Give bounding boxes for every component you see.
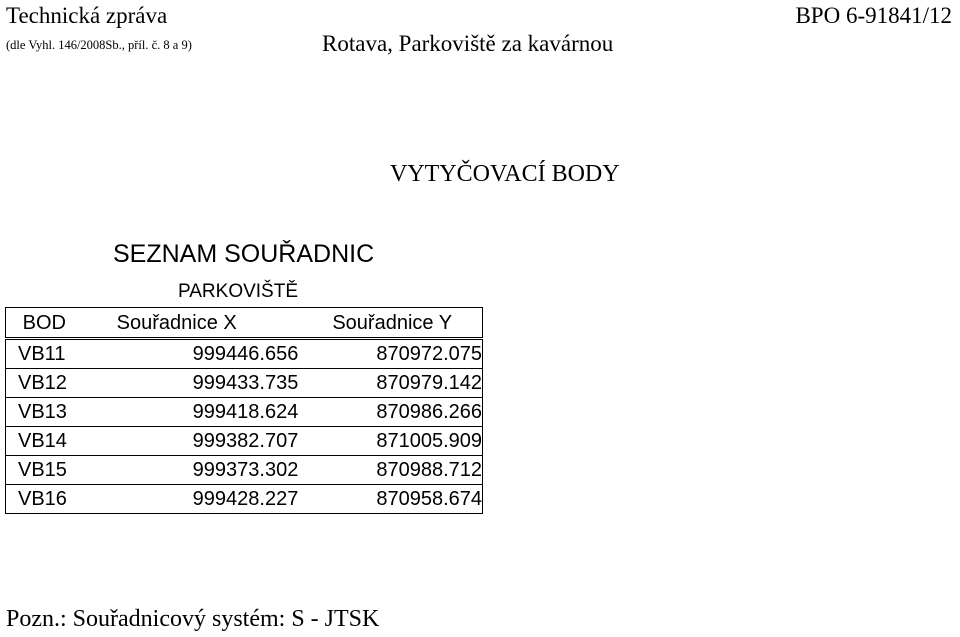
coordinate-y: 870988.712 [298,456,482,485]
section-title: VYTYČOVACÍ BODY [390,161,620,187]
coordinate-x: 999382.707 [192,430,299,452]
point-id: VB13 [6,398,83,427]
point-id: VB16 [6,485,83,514]
coordinate-x: 999373.302 [192,459,299,481]
coordinate-list-subtitle: PARKOVIŠTĚ [178,281,299,302]
table-row [6,398,483,427]
coordinate-x: 999428.227 [83,485,299,514]
coordinate-x: 999446.656 [192,343,299,365]
document-type: Technická zpráva [6,3,168,28]
point-id: VB14 [6,427,83,456]
table-row [6,456,483,485]
legal-reference: (dle Vyhl. 146/2008Sb., příl. č. 8 a 9) [6,38,192,52]
coordinate-x: 999433.735 [192,372,299,394]
document-code: BPO 6-91841/12 [795,3,952,28]
column-header-y: Souřadnice Y [298,308,482,339]
project-name: Rotava, Parkoviště za kavárnou [322,31,614,56]
coordinate-table [5,307,483,514]
coordinate-system-note: Pozn.: Souřadnicový systém: S - JTSK [6,606,380,632]
table-header-row [6,308,483,339]
table-row [6,339,483,369]
coordinate-x: 999418.624 [192,401,299,423]
coordinate-list-title: SEZNAM SOUŘADNIC [113,240,375,268]
table-row [6,427,483,456]
table-row [6,485,483,514]
coordinate-y: 870958.674 [298,485,482,514]
point-id: VB11 [6,339,83,369]
point-id: VB15 [6,456,83,485]
table-row [6,369,483,398]
coordinate-y: 870979.142 [298,369,482,398]
point-id: VB12 [6,369,83,398]
coordinate-y: 870986.266 [298,398,482,427]
coordinate-y: 871005.909 [298,427,482,456]
column-header-x: Souřadnice X [83,308,299,339]
coordinate-y: 870972.075 [298,339,482,369]
column-header-point: BOD [6,308,83,339]
